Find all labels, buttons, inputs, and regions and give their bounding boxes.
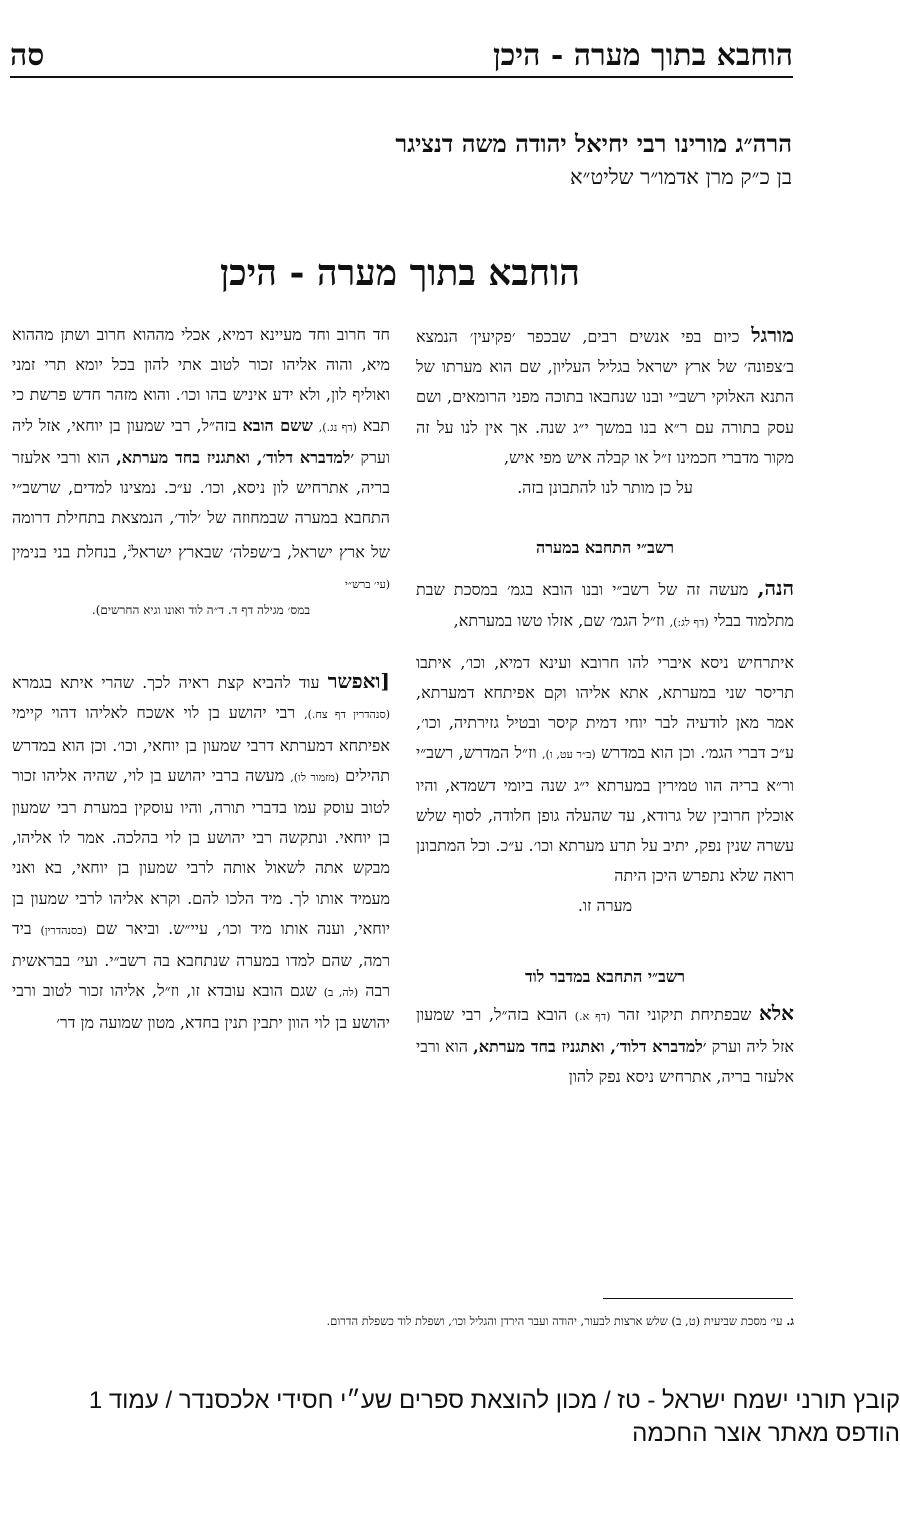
section-paragraph (416, 648, 794, 892)
paragraph-text: הוא ורבי אלעזר בריה, אתרחיש לון ניסא, וכו׳. ע״כ. נמצינו למדים, שרשב״י התחבא במערה שבמחוזה של ׳לוד׳, הנמצאת בתחילת דרומה של ארץ ישראל, ב׳שפלה׳ שבארץ ישראל (12, 447, 390, 562)
paragraph-text: כיום בפי אנשים רבים, שבכפר ׳פקיעין׳ הנמצא ב׳צפונה׳ של ארץ ישראל בגליל העליון, שם הוא מערתו של התנא האלוקי רשב״י ובנו שנחבאו בתוכה מפני הרומאים, ושם עסק בתורה עם ר״א בנו במשך י״ג שנה. אך אין לנו על זה מקור מדברי חכמינו ז״ל או קבלה איש מפי איש, (416, 327, 794, 467)
source-reference: (דף נג.), (318, 420, 357, 434)
intro-paragraph (416, 320, 794, 473)
author-name: הרה״ג מורינו רבי יחיאל יהודה משה דנציגר (395, 129, 792, 158)
continuation-paragraph (12, 320, 390, 600)
lead-word: אלא (758, 1000, 795, 1025)
footnote-rule (603, 1298, 793, 1299)
paragraph-text: מעשה ברבי יהושע בן לוי, שהיה אליהו זכור לטוב עוסק עמו בדברי תורה, והיו עוסקין במערת רבי שמעון בן יוחאי. ונתקשה רבי יהושע בן לוי בהלכה. אמר לו אליהו, מבקש אתה לשאול אותה לרבי שמעון בן יוחאי, בא ואני מעמיד אותו לך. מיד הלכו להם. וקרא אליהו לרבי שמעון בן יוחאי, וענה אותו מיד וכו׳, עיי״ש. וביאר שם (12, 765, 391, 938)
banner-line-source: קובץ תורני ישמח ישראל - טז / מכון להוצאת ספרים שע״י חסידי אלכסנדר / עמוד 1 (88, 1387, 900, 1414)
footnote-mark: ג. (786, 1314, 794, 1328)
paragraph-text: שבפתיחת תיקוני זהר (618, 1004, 752, 1024)
lead-word: [ואפשר (327, 669, 390, 694)
emphasized-quote: ׳למדברא דלוד׳, ואתגניז בחד מערתא, (116, 447, 355, 467)
paragraph-text: הובא בזה״ל, רבי שמעון אזל ליה וערק (416, 1004, 795, 1057)
paragraph-last-line: על כן מותר לנו להתבונן בזה. (517, 478, 693, 498)
paragraph-text: איתרחיש ניסא איברי להו חרובא ועינא דמיא, וכו׳, איתבו תריסר שני במערתא, אתא אליהו וקם אפיתחא דמערתא, אמר מאן לודעיה לבר יוחי דמית קיסר ובטיל גזירתיה, וכו׳, ע״כ דברי הגמ׳. וכן הוא במדרש (416, 652, 794, 763)
paragraph-text: ביד רמה, שהם למדו במערה שנתחבא בה רשב״י. ועי׳ בבראשית רבה (12, 918, 391, 1001)
footnote-marker: ג (127, 541, 132, 555)
source-reference: (דף א.) (574, 1009, 611, 1023)
page-number: סה (10, 38, 45, 73)
source-reference: (סנהדרין דף צח.), (304, 708, 391, 722)
source-reference: (עי׳ ברש״י (345, 577, 390, 591)
source-reference: (דף לג:), (669, 615, 709, 629)
section-paragraph (416, 998, 794, 1093)
section-paragraph (12, 666, 390, 1038)
section-heading: רשב״י התחבא במדבר לוד (524, 966, 686, 986)
paragraph-text: הוא ורבי אלעזר בריה, אתרחיש ניסא נפק להון (416, 1037, 794, 1087)
paragraph-text: חד חרוב וחד מעיינא דמיא, אכלי מההוא חרוב ושתן מההוא מיא, והוה אליהו זכור לטוב אתי להון בכל יומא תרי זמני ואוליף לון, ולא ידע איניש בהו וכו׳. והוא מזהר חדש פרשת כי תבא (12, 325, 390, 435)
header-rule (10, 76, 793, 78)
source-reference: (בסנהדרין) (40, 923, 87, 937)
right-column (416, 320, 794, 1092)
paragraph-text: בזה״ל, רבי שמעון בן יוחאי, אזל ליה וערק (12, 415, 391, 467)
section-paragraph (416, 573, 794, 637)
left-column (12, 320, 390, 1039)
running-header (10, 30, 793, 76)
paragraph-text: עוד להביא קצת ראיה לכך. שהרי איתא בגמרא (12, 673, 320, 693)
source-reference: (לה, ב) (323, 986, 359, 1000)
author-block (395, 128, 792, 194)
source-reference: (מזמור לו), (290, 770, 340, 784)
article-title: הוחבא בתוך מערה - היכן (220, 252, 580, 294)
banner-line-printed: הודפס מאתר אוצר החכמה (632, 1420, 900, 1447)
source-reference-line: במס׳ מגילה דף ד. ד״ה לוד ואונו וגיא החרשים). (91, 603, 311, 618)
source-reference: (ב״ר עט, ו), (542, 748, 596, 762)
paragraph-text: , בנחלת בני בנימין (12, 542, 128, 562)
paragraph-text: וז״ל הגמ׳ שם, אזלו טשו במערתא, (453, 610, 665, 630)
paragraph-last-line: מערה זו. (577, 896, 633, 916)
lead-word: מורגל (751, 323, 794, 347)
author-subtitle: בן כ״ק מרן אדמו״ר שליט״א (569, 165, 792, 189)
bottom-banner (0, 1384, 900, 1450)
paragraph-text: שגם הובא עובדא זו, וז״ל, אליהו זכור לטוב ורבי יהושע בן לוי הוון יתבין תנין בחדא, מטון שמועה מן דר׳ (12, 981, 390, 1033)
footnote (14, 1310, 794, 1332)
paragraph-text: רבי יהושע בן לוי אשכח לאליהו דהוי קיימי אפיתחא דמערתא דרבי שמעון בן יוחאי, וכו׳. וכן הוא במדרש תהילים (12, 703, 390, 785)
running-title: הוחבא בתוך מערה - היכן (493, 38, 793, 73)
paragraph-text: מעשה זה של רשב״י ובנו הובא בגמ׳ במסכת שבת מתלמוד בבלי (416, 580, 794, 630)
paragraph-text: וז״ל המדרש, רשב״י ור״א בריה הוו טמירין במערתא י״ג שנה ביומי דשמדא, והיו אוכלין חרובין של גרודא, עד שהעלה גופן חלודה, לסוף שלש עשרה שנין נפק, יתיב על תרע מערתא וכו׳. ע״כ. וכל המתבונן רואה שלא נתפרש היכן היתה (416, 743, 794, 886)
footnote-text: עי׳ מסכת שביעית (ט, ב) שלש ארצות לבעור, יהודה ועבר הירדן והגליל וכו׳, ושפלת לוד כשפלת הדרום. (326, 1314, 783, 1328)
emphasized-quote: ׳למדברא דלוד׳, ואתגניז בחד מערתא, (473, 1037, 707, 1057)
section-heading: רשב״י התחבא במערה (535, 538, 675, 558)
emphasized-text: ששם הובא (242, 415, 313, 435)
lead-word: הנה, (757, 576, 794, 601)
